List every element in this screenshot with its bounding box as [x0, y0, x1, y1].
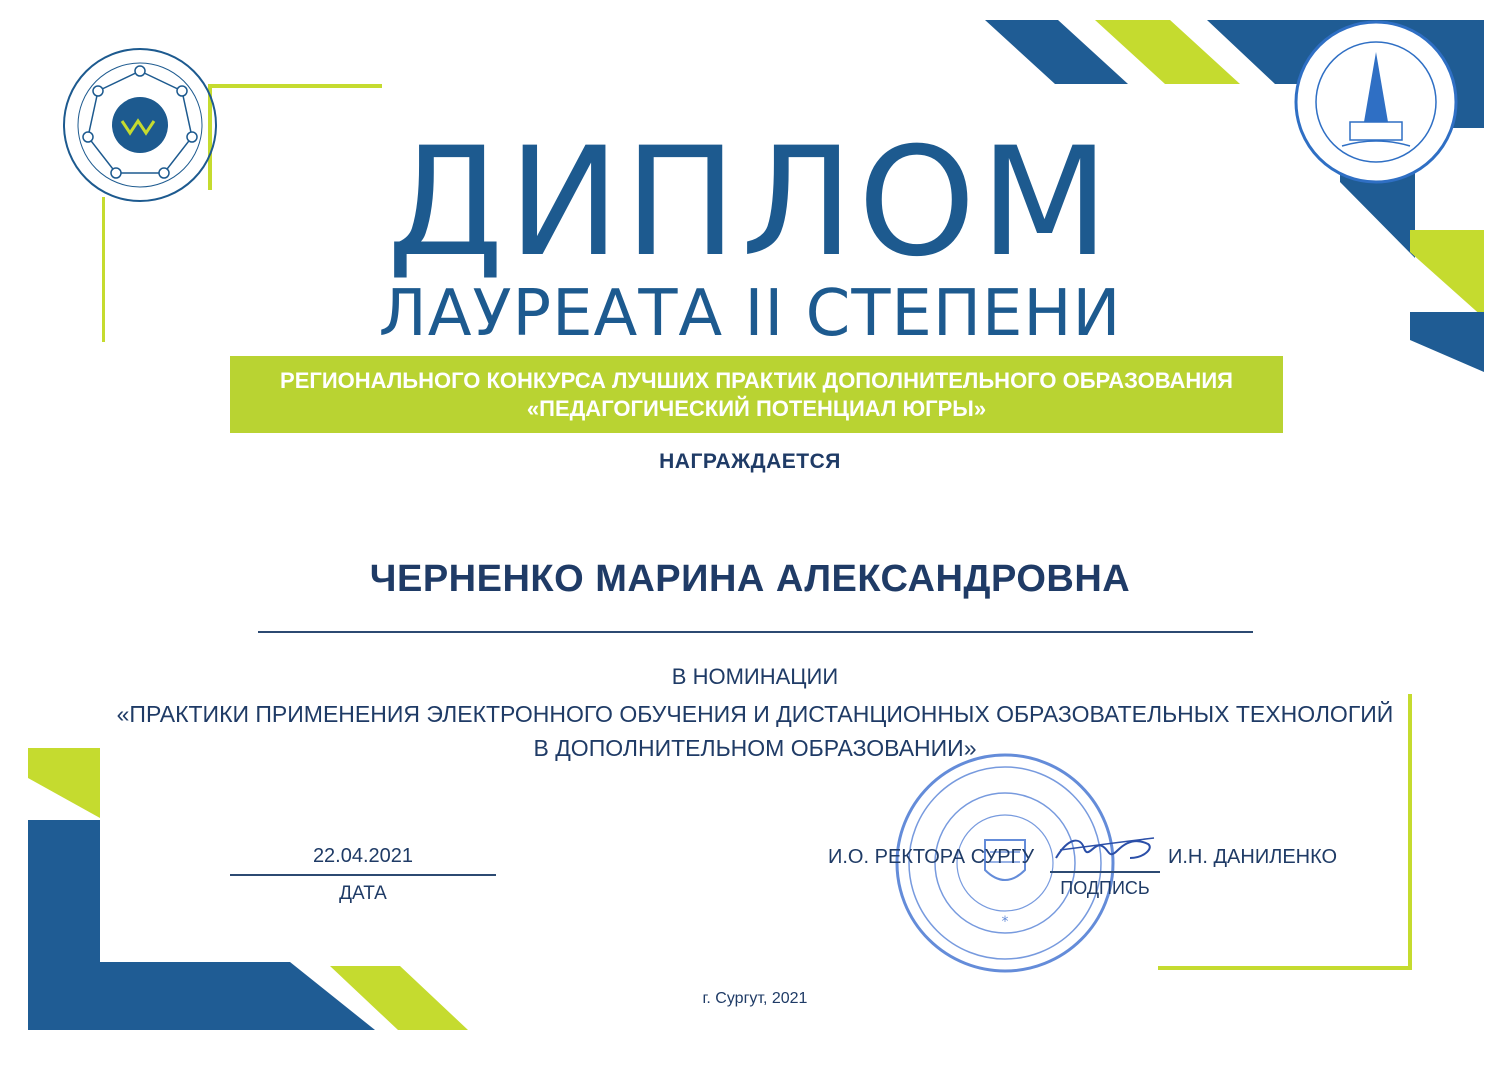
recipient-name: ЧЕРНЕНКО МАРИНА АЛЕКСАНДРОВНА	[369, 558, 1131, 600]
nomination-line-2: В ДОПОЛНИТЕЛЬНОМ ОБРАЗОВАНИИ»	[533, 735, 977, 761]
nomination-text	[0, 697, 1500, 765]
banner-line-2: «ПЕДАГОГИЧЕСКИЙ ПОТЕНЦИАЛ ЮГРЫ»	[526, 395, 987, 421]
date-underline	[230, 874, 496, 876]
competition-banner	[230, 356, 1283, 433]
name-underline	[258, 631, 1253, 633]
date-label: ДАТА	[339, 883, 387, 904]
nomination-line-1: «ПРАКТИКИ ПРИМЕНЕНИЯ ЭЛЕКТРОННОГО ОБУЧЕНИЯ И ДИСТАНЦИОННЫХ ОБРАЗОВАТЕЛЬНЫХ ТЕХНОЛОГИЙ	[116, 701, 1394, 727]
signature-label: ПОДПИСЬ	[1060, 878, 1150, 898]
date-value: 22.04.2021	[312, 845, 414, 867]
right-lime-horizontal	[1158, 966, 1412, 970]
nomination-label: В НОМИНАЦИИ	[671, 664, 839, 689]
top-left-lime-line	[208, 84, 382, 88]
svg-text:*: *	[1001, 914, 1009, 930]
diploma-subtitle: ЛАУРЕАТА II СТЕПЕНИ	[378, 277, 1122, 351]
diploma-title: ДИПЛОМ	[386, 116, 1114, 290]
city-year: г. Сургут, 2021	[702, 990, 808, 1007]
rector-label: И.О. РЕКТОРА СУРГУ	[828, 846, 1035, 868]
awarded-label: НАГРАЖДАЕТСЯ	[659, 450, 841, 473]
signer-name: И.Н. ДАНИЛЕНКО	[1168, 846, 1338, 868]
signature-underline	[1050, 871, 1160, 873]
handwritten-signature-icon	[1050, 828, 1160, 872]
banner-line-1: РЕГИОНАЛЬНОГО КОНКУРСА ЛУЧШИХ ПРАКТИК ДОПОЛНИТЕЛЬНОГО ОБРАЗОВАНИЯ	[280, 367, 1233, 393]
